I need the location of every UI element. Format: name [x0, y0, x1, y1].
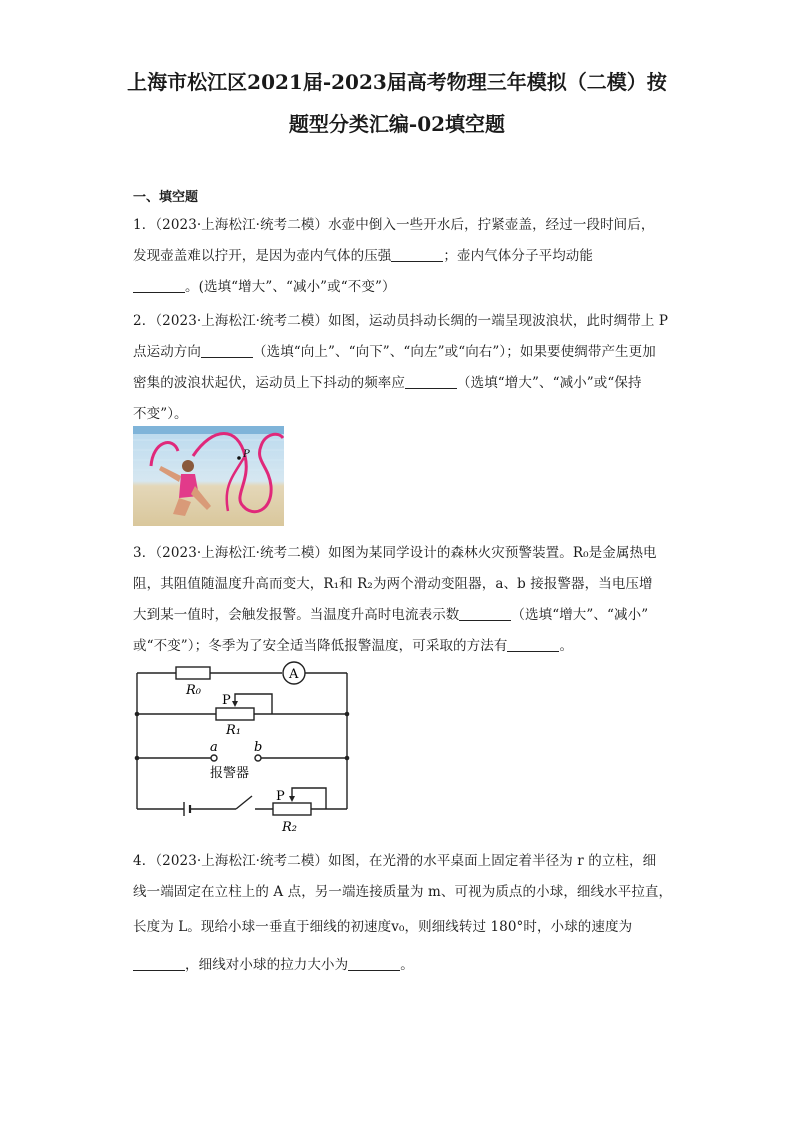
gymnast-ribbon-photo [133, 426, 284, 526]
r1-rheostat [216, 708, 254, 720]
q2-line4: 不变”）。 [133, 406, 188, 422]
q3-text-d: 。 [559, 638, 574, 654]
q2-text-b: （选填“向上”、“向下”、“向左”或“向右”）；如果要使绸带产生更加 [253, 344, 656, 360]
q2-line3 [133, 371, 642, 391]
q2-blank-1[interactable] [201, 343, 253, 358]
q3-text-b: （选填“增大”、“减小” [511, 607, 649, 623]
q4-line3: 长度为 L。现给小球一垂直于细线的初速度v₀，则细线转过 180°时，小球的速度为 [133, 919, 633, 935]
q1-line1: 1．（2023·上海松江·统考二模）水壶中倒入一些开水后，拧紧壶盖，经过一段时间后， [133, 217, 655, 233]
photo-point-label: P [243, 449, 250, 460]
q4-blank-1[interactable] [133, 956, 185, 971]
q3-line3 [133, 603, 648, 623]
r1-label: R₁ [226, 723, 241, 738]
q2-text-c: 密集的波浪状起伏，运动员上下抖动的频率应 [133, 375, 405, 391]
r2-label: R₂ [282, 820, 297, 835]
doc-title-line2: 题型分类汇编-02填空题 [288, 112, 506, 136]
alarm-circuit-diagram [128, 656, 358, 836]
switch-blade [236, 796, 252, 809]
q2-line1: 2．（2023·上海松江·统考二模）如图，运动员抖动长绸的一端呈现波浪状，此时绸带上 P [133, 313, 669, 329]
q4-blank-2[interactable] [348, 956, 400, 971]
q1-line3 [133, 275, 396, 295]
q2-text-d: （选填“增大”、“减小”或“保持 [457, 375, 642, 391]
q4-line2: 线一端固定在立柱上的 A 点，另一端连接质量为 m、可视为质点的小球，细线水平拉直， [133, 884, 673, 900]
q2-text-a: 点运动方向 [133, 344, 201, 360]
q3-line4 [133, 634, 573, 654]
r0-resistor [176, 667, 210, 679]
q3-text-a: 大到某一值时，会触发报警。当温度升高时电流表示数 [133, 607, 460, 623]
q4-line4 [133, 953, 414, 973]
q3-blank-1[interactable] [459, 606, 511, 621]
alarm-label: 报警器 [210, 766, 250, 781]
r0-label: R₀ [186, 683, 201, 698]
r2-rheostat [273, 803, 311, 815]
q1-blank-1[interactable] [391, 247, 443, 262]
q4-text-a: ，细线对小球的拉力大小为 [185, 957, 349, 973]
ammeter-label: A [289, 667, 299, 682]
doc-title-line1: 上海市松江区2021届-2023届高考物理三年模拟（二模）按 [127, 70, 667, 94]
q3-text-c: 或“不变”）；冬季为了安全适当降低报警温度，可采取的方法有 [133, 638, 508, 654]
q3-line1: 3．（2023·上海松江·统考二模）如图为某同学设计的森林火灾预警装置。R₀是金属热电 [133, 545, 657, 561]
q1-line2 [133, 244, 593, 264]
r2-slider-label: P [276, 789, 285, 804]
r1-slider-label: P [222, 693, 231, 708]
terminal-a-label: a [210, 740, 218, 755]
q2-line2 [133, 340, 656, 360]
q3-blank-2[interactable] [507, 637, 559, 652]
section-heading: 一、填空题 [133, 190, 199, 205]
q4-line1: 4．（2023·上海松江·统考二模）如图，在光滑的水平桌面上固定着半径为 r 的立柱，细 [133, 853, 657, 869]
q2-blank-2[interactable] [405, 374, 457, 389]
q1-text-a: 发现壶盖难以拧开，是因为壶内气体的压强 [133, 248, 392, 264]
q3-line2: 阻，其阻值随温度升高而变大，R₁和 R₂为两个滑动变阻器，a、b 接报警器，当电压增 [133, 576, 653, 592]
q4-text-b: 。 [400, 957, 414, 973]
q1-blank-2[interactable] [133, 278, 185, 293]
q1-text-b: ；壶内气体分子平均动能 [443, 248, 594, 264]
terminal-b-label: b [254, 740, 263, 755]
q1-text-c: 。(选填“增大”、“减小”或“不变”） [185, 279, 396, 295]
